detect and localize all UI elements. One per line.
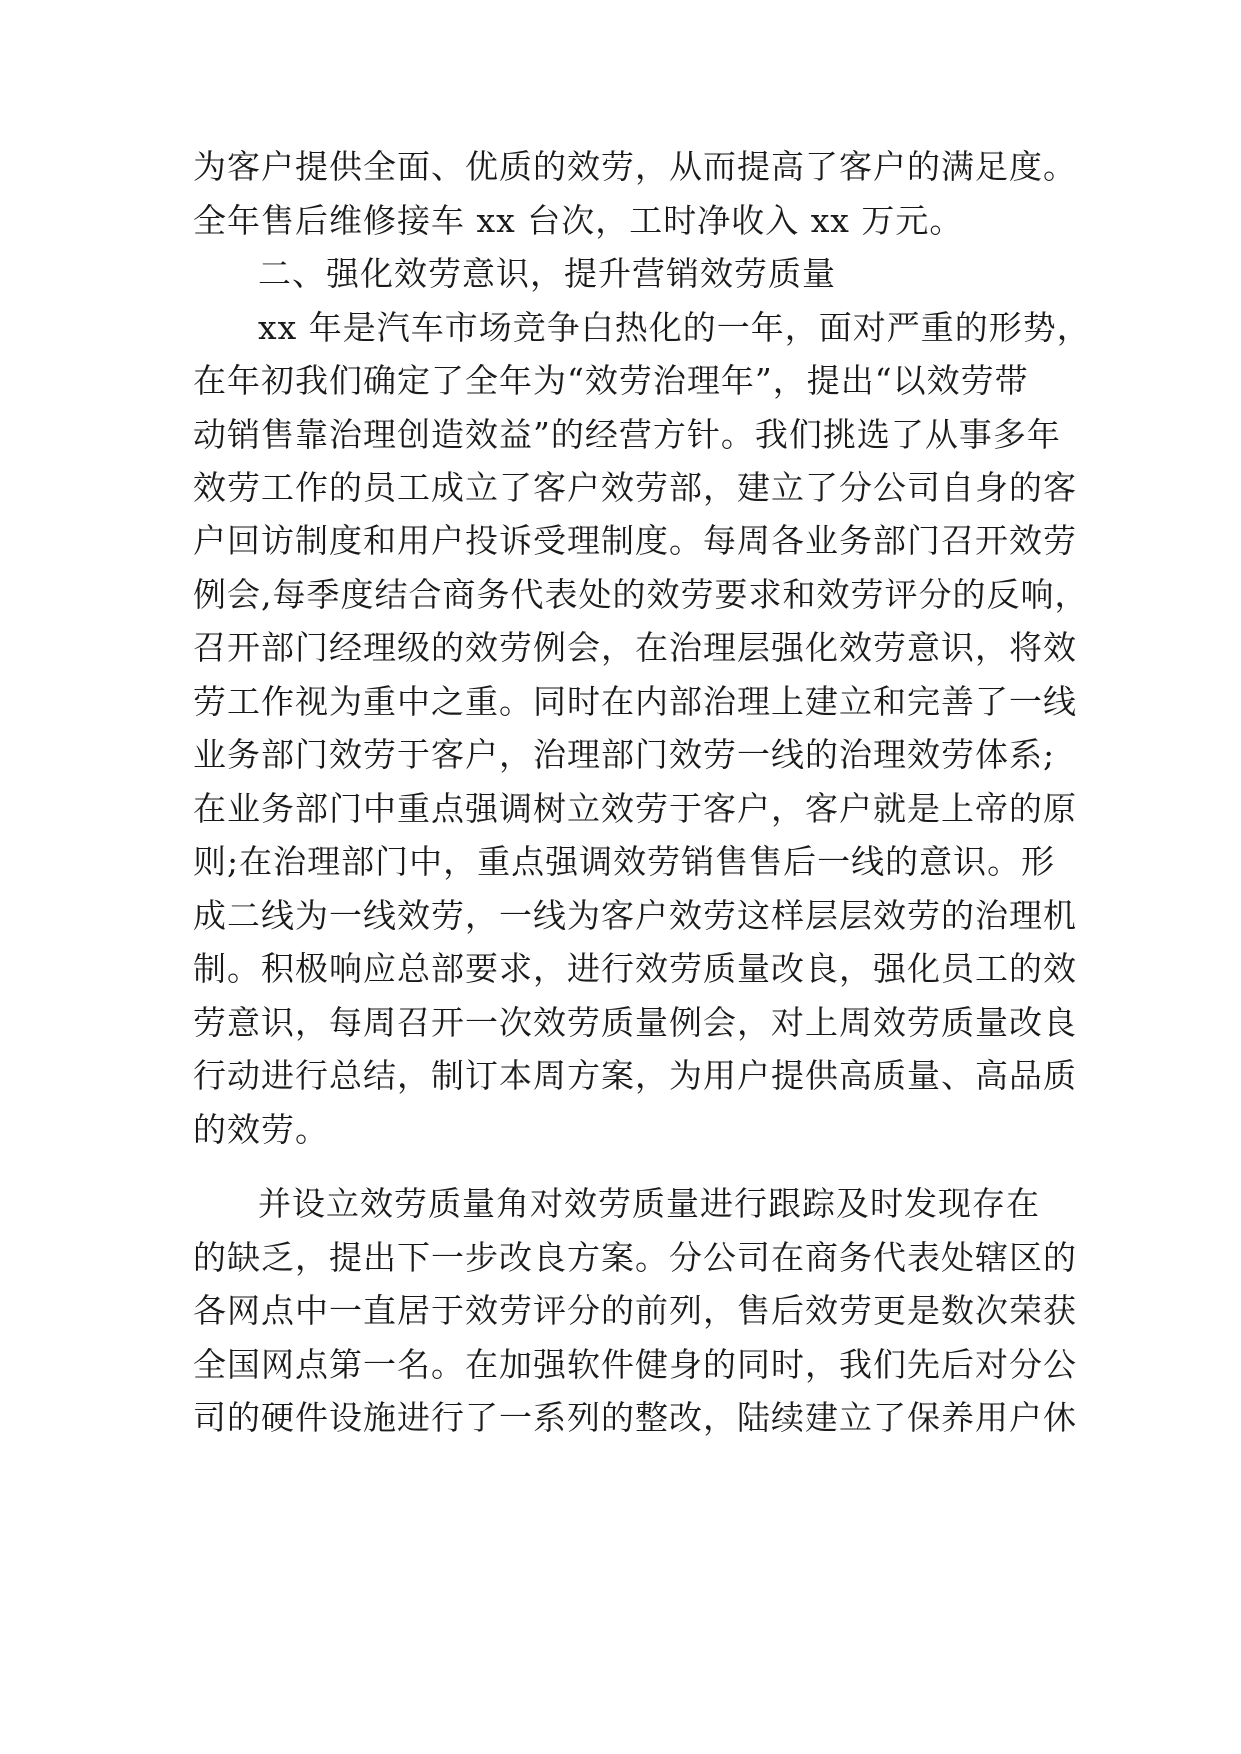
text-line: 效劳工作的员工成立了客户效劳部，建立了分公司自身的客 — [193, 468, 1077, 507]
section-heading: 二、强化效劳意识，提升营销效劳质量 — [258, 254, 836, 293]
text-line: 各网点中一直居于效劳评分的前列，售后效劳更是数次荣获 — [193, 1291, 1077, 1330]
text-line: xx 年是汽车市场竞争白热化的一年，面对严重的形势， — [258, 308, 1091, 347]
text-line: 全年售后维修接车 xx 台次，工时净收入 xx 万元。 — [193, 201, 964, 240]
text-line: 为客户提供全面、优质的效劳，从而提高了客户的满足度。 — [193, 147, 1077, 186]
text-line: 的缺乏，提出下一步改良方案。分公司在商务代表处辖区的 — [193, 1238, 1077, 1277]
text-line: 则;在治理部门中，重点强调效劳销售售后一线的意识。形 — [193, 842, 1056, 881]
text-line: 在年初我们确定了全年为“效劳治理年”，提出“以效劳带 — [193, 361, 1029, 400]
text-line: 全国网点第一名。在加强软件健身的同时，我们先后对分公 — [193, 1345, 1077, 1384]
text-line: 司的硬件设施进行了一系列的整改，陆续建立了保养用户休 — [193, 1398, 1077, 1437]
text-line: 劳意识，每周召开一次效劳质量例会，对上周效劳质量改良 — [193, 1003, 1077, 1042]
text-line: 户回访制度和用户投诉受理制度。每周各业务部门召开效劳 — [193, 521, 1077, 560]
text-line: 的效劳。 — [193, 1110, 329, 1149]
text-line: 制。积极响应总部要求，进行效劳质量改良，强化员工的效 — [193, 949, 1077, 988]
text-line: 并设立效劳质量角对效劳质量进行跟踪及时发现存在 — [258, 1184, 1040, 1223]
text-line: 劳工作视为重中之重。同时在内部治理上建立和完善了一线 — [193, 682, 1077, 721]
text-line: 例会,每季度结合商务代表处的效劳要求和效劳评分的反响， — [193, 575, 1089, 614]
text-line: 业务部门效劳于客户，治理部门效劳一线的治理效劳体系; — [193, 735, 1056, 774]
text-line: 动销售靠治理创造效益”的经营方针。我们挑选了从事多年 — [193, 415, 1061, 454]
text-line: 成二线为一线效劳，一线为客户效劳这样层层效劳的治理机 — [193, 896, 1077, 935]
text-line: 召开部门经理级的效劳例会，在治理层强化效劳意识，将效 — [193, 628, 1077, 667]
text-line: 在业务部门中重点强调树立效劳于客户，客户就是上帝的原 — [193, 789, 1077, 828]
text-line: 行动进行总结，制订本周方案，为用户提供高质量、高品质 — [193, 1056, 1077, 1095]
